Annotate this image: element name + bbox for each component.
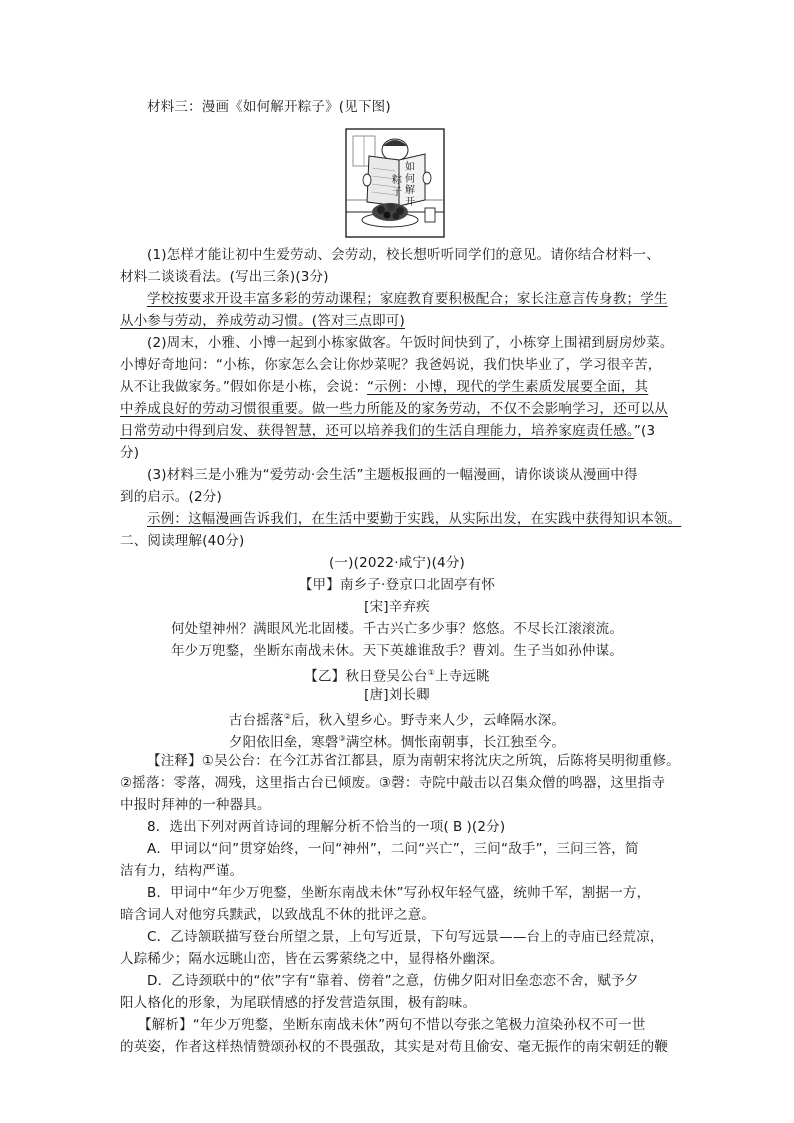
q2-line: 从不让我做家务。”假如你是小栋，会说： (120, 379, 368, 395)
q2-score-tail: 分) (120, 445, 140, 461)
notes-line: ②摇落：零落，凋残，这里指古台已倾废。③磬：寺院中敲击以召集众僧的鸣器，这里指寺 (120, 775, 666, 791)
q3-line: 到的启示。(2分) (120, 489, 222, 505)
poem2-title (0, 664, 794, 686)
footnote-mark: ① (427, 668, 435, 677)
q3-answer: 示例：这幅漫画告诉我们，在生活中要勤于实践，从实际出发，在实践中获得知识本领。 (147, 511, 682, 527)
poem1-line: 何处望神州？满眼风光北固楼。千古兴亡多少事？悠悠。不尽长江滚滚流。 (170, 621, 624, 637)
poem1-author: [宋]辛弃疾 (364, 599, 430, 615)
poem2-title-text: 【乙】秋日登吴公台 (304, 668, 428, 685)
book-char: 粽 (392, 175, 402, 186)
part-heading: (一)(2022·咸宁)(4分) (328, 555, 466, 571)
q2-score: ”(3 (633, 423, 656, 439)
q8-stem-text: 8．选出下列对两首诗词的理解分析不恰当的一项( (147, 819, 449, 835)
poem2-line (0, 708, 794, 730)
cartoon-figure (345, 128, 445, 238)
poem2-line (0, 730, 794, 752)
footnote-mark: ③ (338, 734, 346, 743)
notes-line: 中报时拜神的一种器具。 (120, 797, 271, 813)
material3-caption: 材料三：漫画《如何解开粽子》(见下图) (147, 99, 391, 115)
cartoon-book-title-2 (390, 175, 404, 198)
q1-answer: 从小参与劳动，养成劳动习惯。(答对三点即可) (120, 313, 405, 329)
poem2-author: [唐]刘长卿 (364, 687, 430, 703)
cartoon-book-title (403, 162, 417, 208)
q1-answer: 学校按要求开设丰富多彩的劳动课程；家庭教育要积极配合；家长注意言传身教；学生 (147, 291, 668, 307)
poem2-text: 古台摇落 (228, 712, 284, 729)
q1-line: (1)怎样才能让初中生爱劳动、会劳动，校长想听听同学们的意见。请你结合材料一、 (147, 247, 660, 263)
q2-answer: 中养成良好的劳动习惯很重要。做一些力所能及的家务劳动，不仅不会影响学习，还可以从 (120, 401, 668, 417)
q8-score: )(2分) (466, 819, 506, 835)
poem1-title: 【甲】南乡子·登京口北固亭有怀 (298, 577, 496, 593)
q3-line: (3)材料三是小雅为“爱劳动·会生活”主题板报画的一幅漫画，请你谈谈从漫画中得 (147, 467, 638, 483)
q2-answer-end (120, 422, 655, 440)
q8-option: C．乙诗颔联描写登台所望之景，上句写近景，下句写远景——台上的寺庙已经荒凉， (147, 929, 664, 945)
q1-line: 材料二谈谈看法。(写出三条)(3分) (120, 269, 329, 285)
book-char: 子 (392, 186, 402, 198)
section-heading: 二、阅读理解(40分) (120, 533, 245, 549)
q8-option: A．甲词以“问”贯穿始终，一问“神州”，二问“兴亡”，三问“敌手”，三问三答，简 (147, 841, 639, 857)
q8-stem (147, 818, 505, 836)
q8-option: 阳人格化的形象，为尾联情感的抒发营造氛围，极有韵味。 (120, 995, 477, 1011)
book-char: 如 (405, 162, 415, 173)
q8-option: 人踪稀少；隔水远眺山峦，皆在云雾萦绕之中，显得格外幽深。 (120, 951, 504, 967)
q8-answer: B (452, 819, 463, 835)
notes-line: 【注释】①吴公台：在今江苏省江都县，原为南朝宋将沈庆之所筑，后陈将吴明彻重修。 (147, 753, 680, 769)
footnote-mark: ② (283, 712, 292, 721)
q2-answer: “示例：小博，现代的学生素质发展要全面，其 (367, 379, 649, 395)
q2-answer-line (120, 378, 648, 396)
q8-option: B．甲词中“年少万兜鍪，坐断东南战未休”写孙权年轻气盛，统帅千军，割据一方， (147, 885, 651, 901)
analysis-line: 【解析】“年少万兜鍪，坐断东南战未休”两句不惜以夸张之笔极力渲染孙权不可一世 (138, 1017, 646, 1033)
poem2-text: 夕阳依旧垒，寒磬 (228, 734, 339, 751)
poem2-text: 满空林。惆怅南朝事，长江独至今。 (345, 734, 566, 751)
analysis-line: 的英姿，作者这样热情赞颂孙权的不畏强敌，其实是对苟且偷安、毫无振作的南宋朝廷的鞭 (120, 1039, 668, 1055)
poem1-line: 年少万兜鍪，坐断东南战未休。天下英雄谁敌手？曹刘。生子当如孙仲谋。 (170, 643, 624, 659)
poem2-title-text: 上寺远眺 (434, 668, 490, 685)
poem2-text: 后，秋入望乡心。野寺来人少，云峰隔水深。 (291, 712, 566, 729)
q2-answer: 日常劳动中得到启发、获得智慧，还可以培养我们的生活自理能力，培养家庭责任感。 (120, 423, 634, 439)
q8-option: 洁有力，结构严谨。 (120, 863, 244, 879)
q2-line: (2)周末，小雅、小博一起到小栋家做客。午饭时间快到了，小栋穿上围裙到厨房炒菜。 (147, 335, 674, 351)
book-char: 何 (405, 173, 415, 185)
q8-option: 暗含词人对他穷兵黩武，以致战乱不休的批评之意。 (120, 907, 436, 923)
q8-option: D．乙诗颈联中的“依”字有“靠着、傍着”之意，仿佛夕阳对旧垒恋恋不舍，赋予夕 (147, 973, 639, 989)
book-char: 解 (405, 185, 415, 196)
q2-line: 小博好奇地问：“小栋，你家怎么会让你炒菜呢？我爸妈说，我们快毕业了，学习很辛苦， (120, 357, 662, 373)
book-char: 开 (405, 196, 415, 208)
